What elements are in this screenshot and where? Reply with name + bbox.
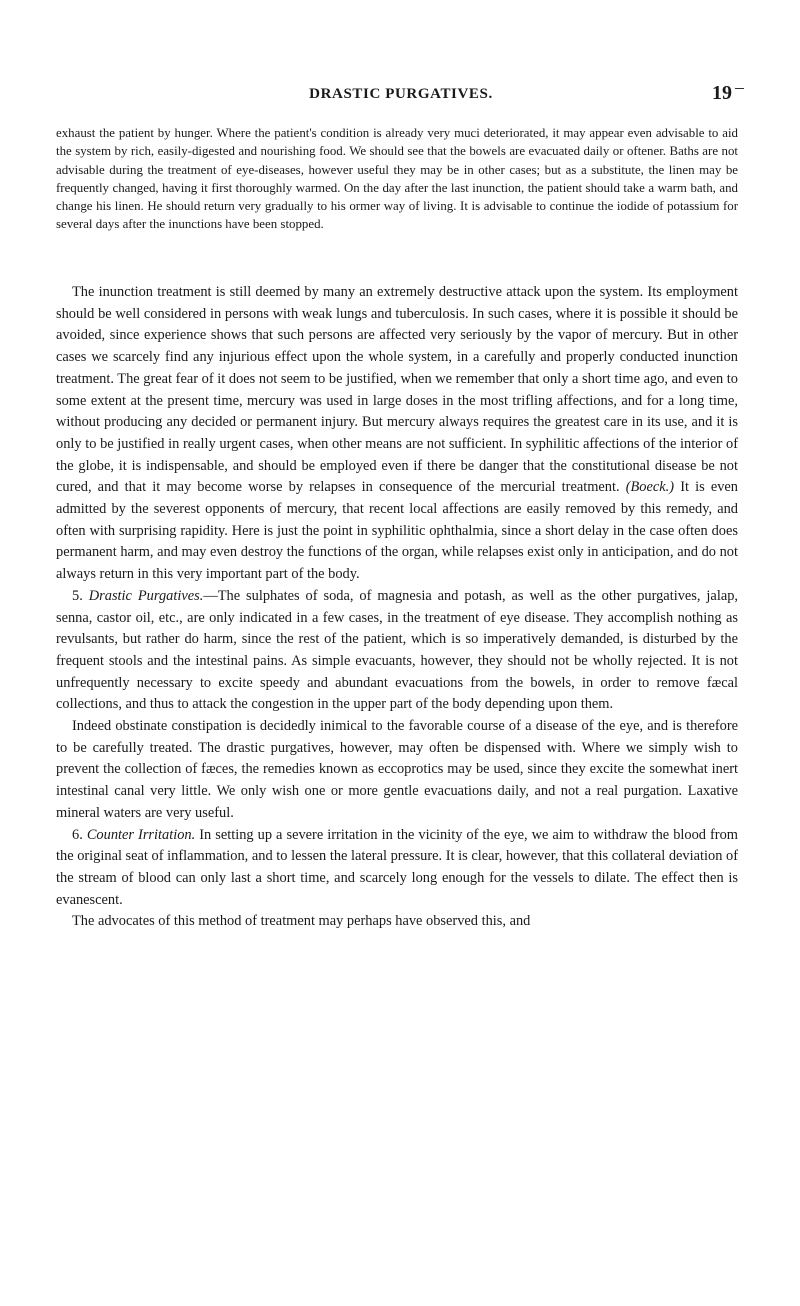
section-heading: Counter Irritation. xyxy=(86,826,196,843)
paragraph-constipation: Indeed obstinate constipation is decidedly inimical to the favorable course of a disease of the eye, and is therefore to be carefully treated. The drastic purgatives, however, may often be dispensed with. Where we simply wish to prevent the collection of fæces, the remedies known as eccoprotics may be used, since they excite the somewhat inert intestinal canal very little. We only wish one or more gentle evacuations daily, and not a real purgation. Laxative mineral waters are very useful. xyxy=(56,718,738,821)
paragraph-advocates: The advocates of this method of treatment may perhaps have observed this, and xyxy=(72,913,531,930)
section-text: In setting up a severe irritation in the vicinity of the eye, we aim to withdraw the blood from the original seat of inflammation, and to lessen the lateral pressure. It is clear, however, that this collateral deviation of the stream of blood can only last a short time, and scarcely long enough for the vessels to dilate. The effect then is evanescent. xyxy=(56,826,738,908)
page-header xyxy=(70,82,732,114)
page-number-value: 19 xyxy=(712,82,732,104)
section-text: —The sulphates of soda, of magnesia and potash, as well as the other purgatives, jalap, senna, castor oil, etc., are only indicated in a few cases, in the treatment of eye disease. They accomplish nothing as revulsants, but rather do harm, since the rest of the patient, which is so imperatively demanded, is disturbed by the frequent stools and the intestinal pains. As simple evacuants, however, they should not be wholly rejected. It is not unfrequently necessary to excite speedy and abundant evacuations from the bowels, in order to remove fæcal collections, and thus to attack the congestion in the upper part of the body depending upon them. xyxy=(56,587,738,713)
main-text xyxy=(56,282,738,933)
small-print-paragraph: exhaust the patient by hunger. Where the patient's condition is already very muci deteriorated, it may appear even advisable to aid the system by rich, easily-digested and nourishing food. We should see that the bowels are evacuated daily or oftener. Baths are not advisable during the treatment of eye-diseases, however useful they may be in other cases; but as a substitute, the linen may be frequently changed, having it first thoroughly warmed. On the day after the last inunction, the patient should take a warm bath, and change his linen. He should return very gradually to his ormer way of living. It is advisable to continue the iodide of potassium for several days after the inunctions have been stopped. xyxy=(56,126,738,232)
small-print-block xyxy=(56,124,738,234)
citation-boeck: (Boeck.) xyxy=(625,479,675,496)
paragraph-inunction-rest: It is even admitted by the severest opponents of mercury, that recent local affections are easily removed by this remedy, and often with surprising rapidity. Here is just the point in syphilitic ophthalmia, since a short delay in the case often does permanent harm, and may even destroy the functions of the organ, while relapses exist only in anticipation, and do not always return in this very important part of the body. xyxy=(56,479,738,583)
paragraph-inunction xyxy=(56,282,738,586)
paragraph-inunction-text: The inunction treatment is still deemed by many an extremely destructive attack upon the system. Its employment should be well considered in persons with weak lungs and tuberculosis. In such cases, where it is possible it should be avoided, since experience shows that such persons are affected very seriously by the vapor of mercury. But in other cases we scarcely find any injurious effect upon the whole system, in a carefully and properly conducted inunction treatment. The great fear of it does not seem to be justified, when we remember that only a short time ago, and even to some extent at the present time, mercury was used in large doses in the most trifling affections, and for a long time, without producing any decided or permanent injury. But mercury always requires the greatest care in its use, and it is only to be justified in really urgent cases, when other means are not sufficient. In syphilitic affections of the interior of the globe, it is indispensable, and should be employed even if there be danger that the constitutional disease be not cured, and that it may become worse by relapses in consequence of the mercurial treatment. xyxy=(56,284,738,496)
section-number: 6. xyxy=(72,826,83,843)
running-title: DRASTIC PURGATIVES. xyxy=(309,86,493,102)
section-drastic-purgatives xyxy=(56,586,738,716)
section-number: 5. xyxy=(72,587,83,604)
page-number xyxy=(712,82,732,105)
header-rule xyxy=(735,88,744,89)
section-counter-irritation xyxy=(56,825,738,912)
section-heading: Drastic Purgatives. xyxy=(88,587,204,604)
